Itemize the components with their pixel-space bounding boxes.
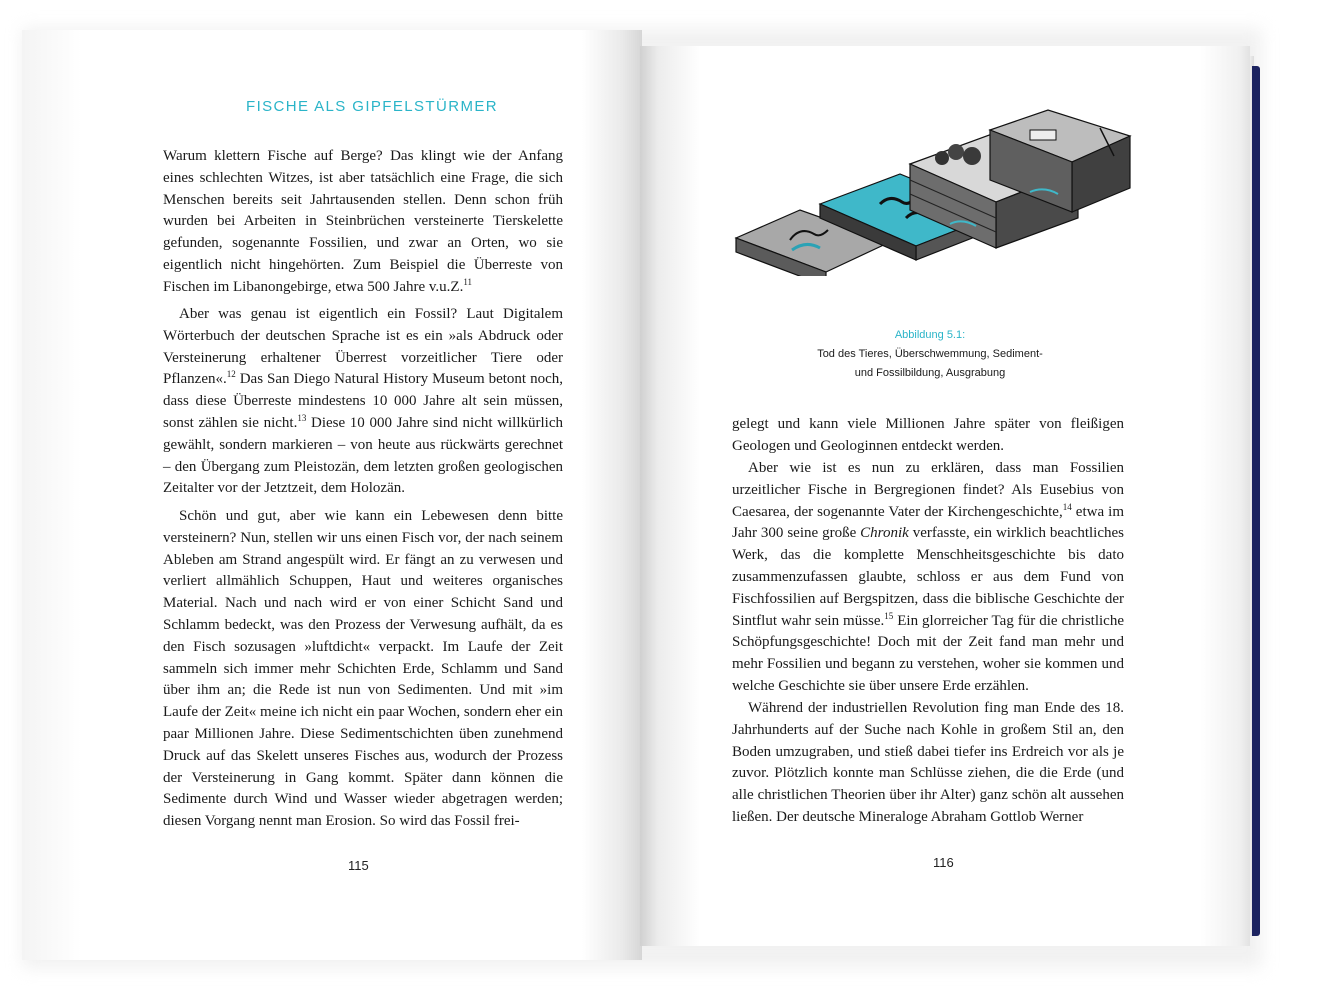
paragraph-text: Schön und gut, aber wie kann ein Lebewesen denn bitte versteinern? Nun, stellen wir uns einen Fisch vor, der nach seinem Ableben am Strand angespült wird. Er fängt an zu verwesen und verliert allmählich Schuppen, Haut und weiteres organisches Material. Nach und nach wird er von einer Schicht Sand und Schlamm bedeckt, was den Prozess der Verwesung aufhält, da es den Fisch sozusagen »luftdicht« verpackt. Im Laufe der Zeit sammeln sich immer mehr Schichten Erde, Schlamm und Sand über ihm an; die Rede ist nun von Sedimenten. Und mit »im Laufe der Zeit« meine ich nicht ein paar Wochen, sondern eher ein paar Millionen Jahre. Diese Sedimentschichten üben zunehmend Druck auf das Skelett unseres Fisches aus, wodurch der Prozess der Versteinerung in Gang kommt. Später dann können die Sedimente durch Wind und Wasser wieder abgetragen werden; diesen Vorgang nennt man Erosion. So wird das Fossil frei- xyxy=(163,508,564,830)
footnote-marker: 11 xyxy=(463,276,473,287)
book-title-italic: Chronik xyxy=(860,525,909,542)
paragraph-text: Ein glorreicher Tag für die christliche Schöpfungsgeschichte! Doch mit der Zeit fand man mehr und mehr Fossilien und begann zu verstehen, woher sie kommen und welche Geschichte sie über unsere Erde erzählen. xyxy=(732,612,1124,694)
paragraph-text: Warum klettern Fische auf Berge? Das klingt wie der Anfang eines schlechten Witzes, ist aber tatsächlich eine Frage, die sich Menschen bereits seit Jahrtausenden stellen. Denn schon früh wurden bei Arbeiten in Steinbrüchen versteinerte Tierskelette gefunden, sogenannte Fossilien, und zwar an Orten, wo sie eigentlich nicht hingehörten. Zum Beispiel die Überreste von Fischen im Libanongebirge, etwa 500 Jahre v.u.Z. xyxy=(163,148,563,295)
left-paragraph-3 xyxy=(163,506,563,833)
left-paragraph-2 xyxy=(163,304,563,500)
footnote-marker: 12 xyxy=(226,369,236,380)
figure-label: Abbildung 5.1: xyxy=(894,329,966,341)
paragraph-text: gelegt und kann viele Millionen Jahre später von fleißigen Geologen und Geologinnen entdeckt werden. xyxy=(732,416,1124,454)
figure-caption xyxy=(790,326,1070,383)
right-paragraph-1 xyxy=(732,414,1124,458)
right-paragraph-3 xyxy=(732,698,1124,829)
figure-caption-line-2: und Fossilbildung, Ausgrabung xyxy=(854,367,1006,379)
chapter-heading: FISCHE ALS GIPFELSTÜRMER xyxy=(246,98,498,115)
left-paragraph-1 xyxy=(163,146,563,299)
fossil-formation-illustration xyxy=(730,100,1150,276)
paragraph-text: Das San Diego Natural History Museum betont noch, dass diese Überreste mindestens 10 000 Jahre alt sein müssen, sonst zählen sie nicht. xyxy=(163,371,563,431)
page-number-right: 116 xyxy=(933,855,954,870)
page-number-left: 115 xyxy=(348,858,369,873)
paragraph-text: Aber was genau ist eigentlich ein Fossil? Laut Digitalem Wörterbuch der deutschen Sprache ist es ein »als Abdruck oder Versteinerung erhaltener Überrest vorzeitlicher Tiere oder Pflanzen«. xyxy=(163,306,563,388)
footnote-marker: 13 xyxy=(297,412,307,423)
figure-caption-line-1: Tod des Tieres, Überschwemmung, Sediment- xyxy=(817,348,1043,360)
paragraph-text: etwa im Jahr 300 seine große xyxy=(732,503,1124,542)
book-cover-edge xyxy=(1252,66,1260,936)
paragraph-text: verfasste, ein wirklich beachtliches Werk, das die komplette Menschheitsgeschichte bis dato zusammenzufassen glaubte, schloss er aus dem Fund von Fischfossilien auf Bergspitzen, dass die biblische Geschichte der Sintflut wahr sein müsse. xyxy=(732,525,1124,629)
paragraph-text: Aber wie ist es nun zu erklären, dass man Fossilien urzeitlicher Fische in Bergregionen findet? Als Eusebius von Caesarea, der sogenannte Vater der Kirchengeschichte, xyxy=(732,460,1124,520)
right-paragraph-2 xyxy=(732,458,1124,698)
paragraph-text: Diese 10 000 Jahre sind nicht willkürlich gewählt, sondern markieren – von heute aus rückwärts gerechnet – den Übergang zum Pleistozän, dem letzten großen geologischen Zeitalter vor der Jetztzeit, dem Holozän. xyxy=(163,414,564,497)
footnote-marker: 15 xyxy=(884,610,894,621)
paragraph-text: Während der industriellen Revolution fing man Ende des 18. Jahrhunderts auf der Suche nach Kohle in großem Stil an, den Boden umzugraben, und stieß dabei tiefer ins Erdreich vor als je zuvor. Plötzlich konnte man Schlüsse ziehen, die die Erde (und alle christlichen Theorien über ihr Alter) ganz schön alt aussehen ließen. Der deutsche Mineraloge Abraham Gottlob Werner xyxy=(732,700,1124,825)
footnote-marker: 14 xyxy=(1062,501,1072,512)
